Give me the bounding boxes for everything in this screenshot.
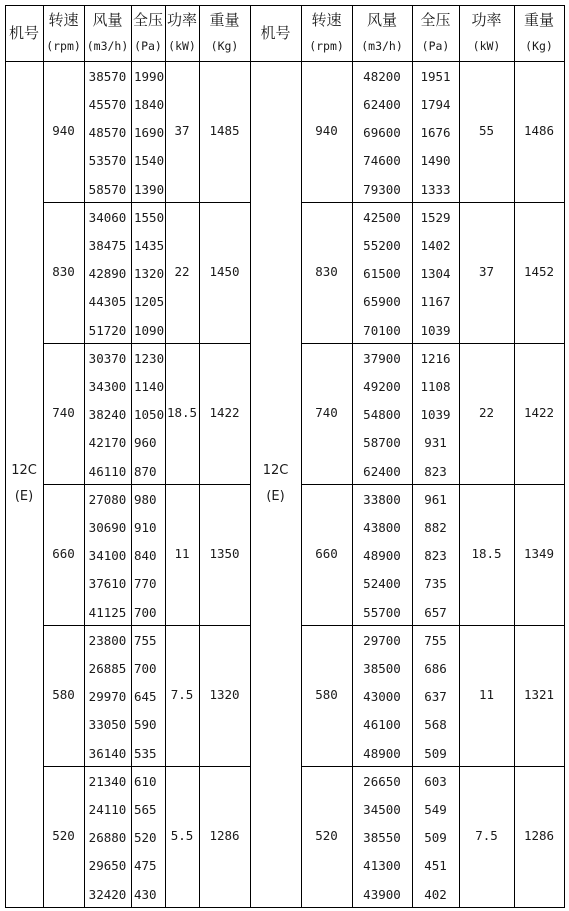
left-pressure-cell: 1840 [134,97,165,113]
left-airflow-cell: 58570 [88,181,127,197]
left-pressure-cell: 565 [134,802,157,818]
right-airflow-cell: 74600 [363,153,401,169]
left-pressure-cell: 960 [134,435,157,451]
left-speed-cell: 520 [52,828,75,844]
right-header-pressure-unit: (Pa) [421,39,450,54]
right-header-power-unit: (kW) [472,39,501,54]
right-pressure-cell: 1039 [420,407,451,423]
right-weight-cell: 1452 [523,264,555,280]
right-header-speed-unit: (rpm) [309,39,344,54]
right-power-cell: 55 [478,123,495,139]
left-pressure-cell: 1540 [134,153,165,169]
left-airflow-cell: 38570 [88,68,127,84]
left-header-pressure-unit: (Pa) [134,39,162,54]
right-pressure-cell: 1333 [420,181,451,197]
right-pressure-cell: 657 [424,604,447,620]
right-weight-cell: 1422 [523,405,555,421]
left-power-cell: 18.5 [166,405,198,421]
left-pressure-cell: 700 [134,604,157,620]
right-airflow-cell: 62400 [363,97,401,113]
right-airflow-cell: 61500 [363,266,401,282]
right-airflow-cell: 62400 [363,463,401,479]
right-airflow-cell: 26650 [363,773,401,789]
left-airflow-cell: 29650 [88,858,127,874]
right-header-weight-unit: (Kg) [525,39,553,54]
right-pressure-cell: 1304 [420,266,451,282]
left-airflow-cell: 44305 [88,294,127,310]
left-power-cell: 37 [174,123,190,139]
right-pressure-cell: 1108 [420,379,451,395]
left-airflow-cell: 33050 [88,717,127,733]
left-header-weight-unit: (Kg) [210,39,239,54]
right-pressure-cell: 603 [424,773,447,789]
right-airflow-cell: 49200 [363,379,401,395]
right-pressure-cell: 823 [424,548,447,564]
left-weight-cell: 1485 [209,123,240,139]
right-pressure-cell: 1676 [420,125,451,141]
right-airflow-cell: 48900 [363,548,401,564]
right-airflow-cell: 38550 [363,830,401,846]
right-pressure-cell: 1794 [420,97,451,113]
left-pressure-cell: 980 [134,491,157,507]
left-pressure-cell: 1050 [134,407,165,423]
left-airflow-cell: 26880 [88,830,127,846]
right-pressure-cell: 961 [424,491,447,507]
left-pressure-cell: 645 [134,689,157,705]
right-power-cell: 7.5 [475,828,498,844]
left-model-model-line1: 12C [11,463,37,478]
left-airflow-cell: 34100 [88,548,127,564]
right-power-cell: 37 [478,264,495,280]
right-pressure-cell: 735 [424,576,447,592]
left-airflow-cell: 48570 [88,125,127,141]
right-speed-cell: 830 [315,264,338,280]
right-pressure-cell: 823 [424,463,447,479]
right-weight-cell: 1321 [523,687,555,703]
left-airflow-cell: 32420 [88,886,127,902]
right-power-cell: 18.5 [471,546,502,562]
right-airflow-cell: 38500 [363,661,401,677]
left-speed-cell: 830 [52,264,75,280]
right-header-power: 功率 [471,10,502,29]
right-weight-cell: 1486 [523,123,555,139]
left-weight-cell: 1286 [209,828,240,844]
right-speed-cell: 660 [315,546,338,562]
right-speed-cell: 740 [315,405,338,421]
left-power-cell: 5.5 [170,828,194,844]
right-airflow-cell: 65900 [363,294,401,310]
left-header-airflow: 风量 [92,10,123,29]
right-header-model: 机号 [260,23,291,42]
right-airflow-cell: 52400 [363,576,401,592]
left-airflow-cell: 46110 [88,463,127,479]
left-airflow-cell: 27080 [88,491,127,507]
left-airflow-cell: 30370 [88,350,127,366]
left-pressure-cell: 1690 [134,125,165,141]
right-pressure-cell: 509 [424,745,447,761]
right-airflow-cell: 43900 [363,886,401,902]
left-airflow-cell: 45570 [88,97,127,113]
left-header-speed-unit: (rpm) [46,39,81,54]
right-pressure-cell: 402 [424,886,447,902]
right-airflow-cell: 33800 [363,491,401,507]
left-airflow-cell: 23800 [88,632,127,648]
left-speed-cell: 660 [52,546,75,562]
left-pressure-cell: 1320 [134,266,165,282]
left-weight-cell: 1450 [209,264,240,280]
left-pressure-cell: 840 [134,548,157,564]
left-pressure-cell: 910 [134,520,157,536]
right-airflow-cell: 29700 [363,632,401,648]
right-pressure-cell: 1490 [420,153,451,169]
right-airflow-cell: 58700 [363,435,401,451]
left-airflow-cell: 42890 [88,266,127,282]
right-speed-cell: 940 [315,123,338,139]
right-airflow-cell: 48900 [363,745,401,761]
left-pressure-cell: 430 [134,886,157,902]
right-model-cell [250,61,301,907]
right-airflow-cell: 69600 [363,125,401,141]
left-header-speed: 转速 [48,10,79,29]
left-airflow-cell: 24110 [88,802,127,818]
right-airflow-cell: 48200 [363,68,401,84]
right-airflow-cell: 55700 [363,604,401,620]
right-airflow-cell: 70100 [363,322,401,338]
right-weight-cell: 1286 [523,828,555,844]
right-pressure-cell: 882 [424,520,447,536]
right-pressure-cell: 755 [424,632,447,648]
left-airflow-cell: 29970 [88,689,127,705]
left-pressure-cell: 1230 [134,350,165,366]
right-pressure-cell: 1167 [420,294,451,310]
left-pressure-cell: 1205 [134,294,165,310]
right-airflow-cell: 43800 [363,520,401,536]
right-power-cell: 22 [478,405,495,421]
right-pressure-cell: 451 [424,858,447,874]
left-airflow-cell: 21340 [88,773,127,789]
right-airflow-cell: 43000 [363,689,401,705]
right-pressure-cell: 549 [424,802,447,818]
right-airflow-cell: 37900 [363,350,401,366]
left-power-cell: 22 [174,264,190,280]
left-airflow-cell: 41125 [88,604,127,620]
left-model-model-line2: (E) [14,489,34,504]
right-header-pressure: 全压 [420,10,451,29]
left-model-cell [5,61,43,907]
left-pressure-cell: 1090 [134,322,165,338]
left-pressure-cell: 755 [134,632,157,648]
left-pressure-cell: 870 [134,463,157,479]
right-airflow-cell: 42500 [363,209,401,225]
left-speed-cell: 740 [52,405,75,421]
left-airflow-cell: 38240 [88,407,127,423]
right-speed-cell: 520 [315,828,338,844]
right-pressure-cell: 1216 [420,350,451,366]
right-pressure-cell: 931 [424,435,447,451]
right-pressure-cell: 568 [424,717,447,733]
left-pressure-cell: 475 [134,858,157,874]
left-airflow-cell: 42170 [88,435,127,451]
left-airflow-cell: 30690 [88,520,127,536]
right-airflow-cell: 79300 [363,181,401,197]
left-weight-cell: 1350 [209,546,240,562]
left-pressure-cell: 1140 [134,379,165,395]
right-airflow-cell: 55200 [363,238,401,254]
left-airflow-cell: 34060 [88,209,127,225]
left-pressure-cell: 610 [134,773,157,789]
left-airflow-cell: 36140 [88,745,127,761]
left-pressure-cell: 700 [134,661,157,677]
right-power-cell: 11 [478,687,495,703]
right-model-model-line1: 12C [262,463,289,478]
right-airflow-cell: 54800 [363,407,401,423]
left-header-pressure: 全压 [132,10,163,29]
right-airflow-cell: 41300 [363,858,401,874]
left-header-model: 机号 [8,23,39,42]
right-pressure-cell: 637 [424,689,447,705]
left-speed-cell: 940 [52,123,75,139]
left-pressure-cell: 535 [134,745,157,761]
column-divider [564,5,565,908]
left-header-weight: 重量 [209,10,240,29]
left-pressure-cell: 590 [134,717,157,733]
right-header-speed: 转速 [311,10,342,29]
left-airflow-cell: 34300 [88,379,127,395]
left-airflow-cell: 37610 [88,576,127,592]
right-pressure-cell: 686 [424,661,447,677]
right-airflow-cell: 34500 [363,802,401,818]
right-pressure-cell: 1951 [420,68,451,84]
left-header-power-unit: (kW) [168,39,196,54]
right-header-airflow-unit: (m3/h) [361,39,403,54]
right-airflow-cell: 46100 [363,717,401,733]
left-pressure-cell: 1390 [134,181,165,197]
left-airflow-cell: 53570 [88,153,127,169]
left-pressure-cell: 1550 [134,209,165,225]
right-speed-cell: 580 [315,687,338,703]
left-power-cell: 11 [174,546,190,562]
left-pressure-cell: 1990 [134,68,165,84]
left-pressure-cell: 1435 [134,238,165,254]
left-weight-cell: 1320 [209,687,240,703]
right-pressure-cell: 509 [424,830,447,846]
right-pressure-cell: 1039 [420,322,451,338]
left-header-airflow-unit: (m3/h) [86,39,129,54]
right-pressure-cell: 1529 [420,209,451,225]
left-airflow-cell: 26885 [88,661,127,677]
right-header-airflow: 风量 [366,10,397,29]
left-airflow-cell: 51720 [88,322,127,338]
left-airflow-cell: 38475 [88,238,127,254]
left-pressure-cell: 770 [134,576,157,592]
left-power-cell: 7.5 [170,687,194,703]
right-model-model-line2: (E) [266,489,285,504]
left-pressure-cell: 520 [134,830,157,846]
right-pressure-cell: 1402 [420,238,451,254]
right-weight-cell: 1349 [523,546,555,562]
left-speed-cell: 580 [52,687,75,703]
left-header-power: 功率 [166,10,197,29]
right-header-weight: 重量 [523,10,554,29]
left-weight-cell: 1422 [209,405,240,421]
